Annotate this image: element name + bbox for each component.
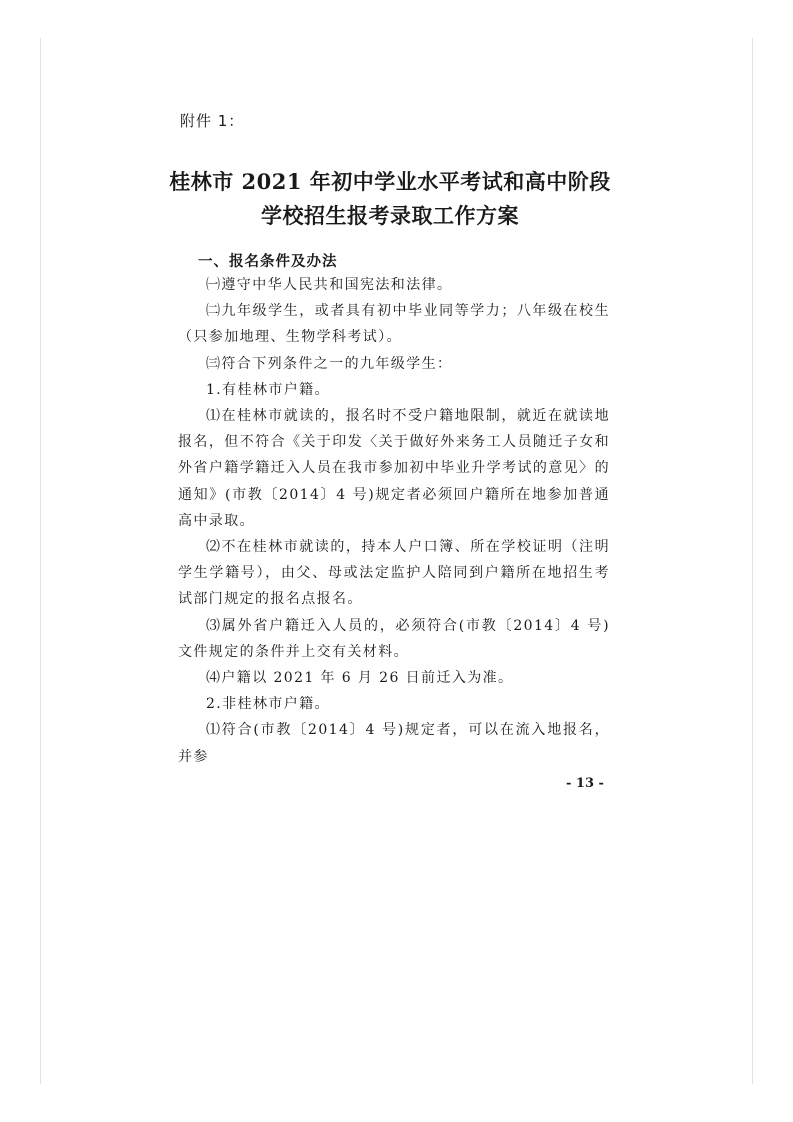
paragraph-7: ⑶属外省户籍迁入人员的，必须符合(市教〔2014〕4 号)文件规定的条件并上交有关材料。 bbox=[178, 617, 610, 660]
left-margin-line bbox=[40, 38, 41, 1084]
document-title-line-1: 桂林市 2021 年初中学业水平考试和高中阶段 bbox=[169, 169, 611, 194]
document-title-line-2: 学校招生报考录取工作方案 bbox=[261, 203, 519, 228]
paragraph-4: 1.有桂林市户籍。 bbox=[206, 381, 330, 398]
paragraph-9: 2.非桂林市户籍。 bbox=[206, 696, 330, 713]
right-margin-line bbox=[752, 38, 753, 1084]
paragraph-1: ㈠遵守中华人民共和国宪法和法律。 bbox=[206, 277, 453, 293]
attachment-label: 附件 1： bbox=[180, 112, 245, 130]
paragraph-2: ㈡九年级学生，或者具有初中毕业同等学力；八年级在校生（只参加地理、生物学科考试）。 bbox=[178, 303, 610, 346]
paragraph-3: ㈢符合下列条件之一的九年级学生： bbox=[206, 355, 453, 372]
page-number: - 13 - bbox=[566, 776, 604, 791]
document-body bbox=[178, 272, 610, 770]
paragraph-6: ⑵不在桂林市就读的，持本人户口簿、所在学校证明（注明学生学籍号），由父、母或法定监护人陪同到户籍所在地招生考试部门规定的报名点报名。 bbox=[178, 539, 610, 608]
section-heading: 一、报名条件及办法 bbox=[198, 254, 338, 270]
paragraph-10: ⑴符合(市教〔2014〕4 号)规定者，可以在流入地报名，并参 bbox=[178, 722, 610, 765]
paragraph-8: ⑷户籍以 2021 年 6 月 26 日前迁入为准。 bbox=[206, 670, 514, 687]
paragraph-5: ⑴在桂林市就读的，报名时不受户籍地限制，就近在就读地报名，但不符合《关于印发〈关于做好外来务工人员随迁子女和外省户籍学籍迁入人员在我市参加初中毕业升学考试的意见〉的通知》(市教〔2014〕4 号)规定者必须回户籍所在地参加普通高中录取。 bbox=[178, 408, 610, 529]
